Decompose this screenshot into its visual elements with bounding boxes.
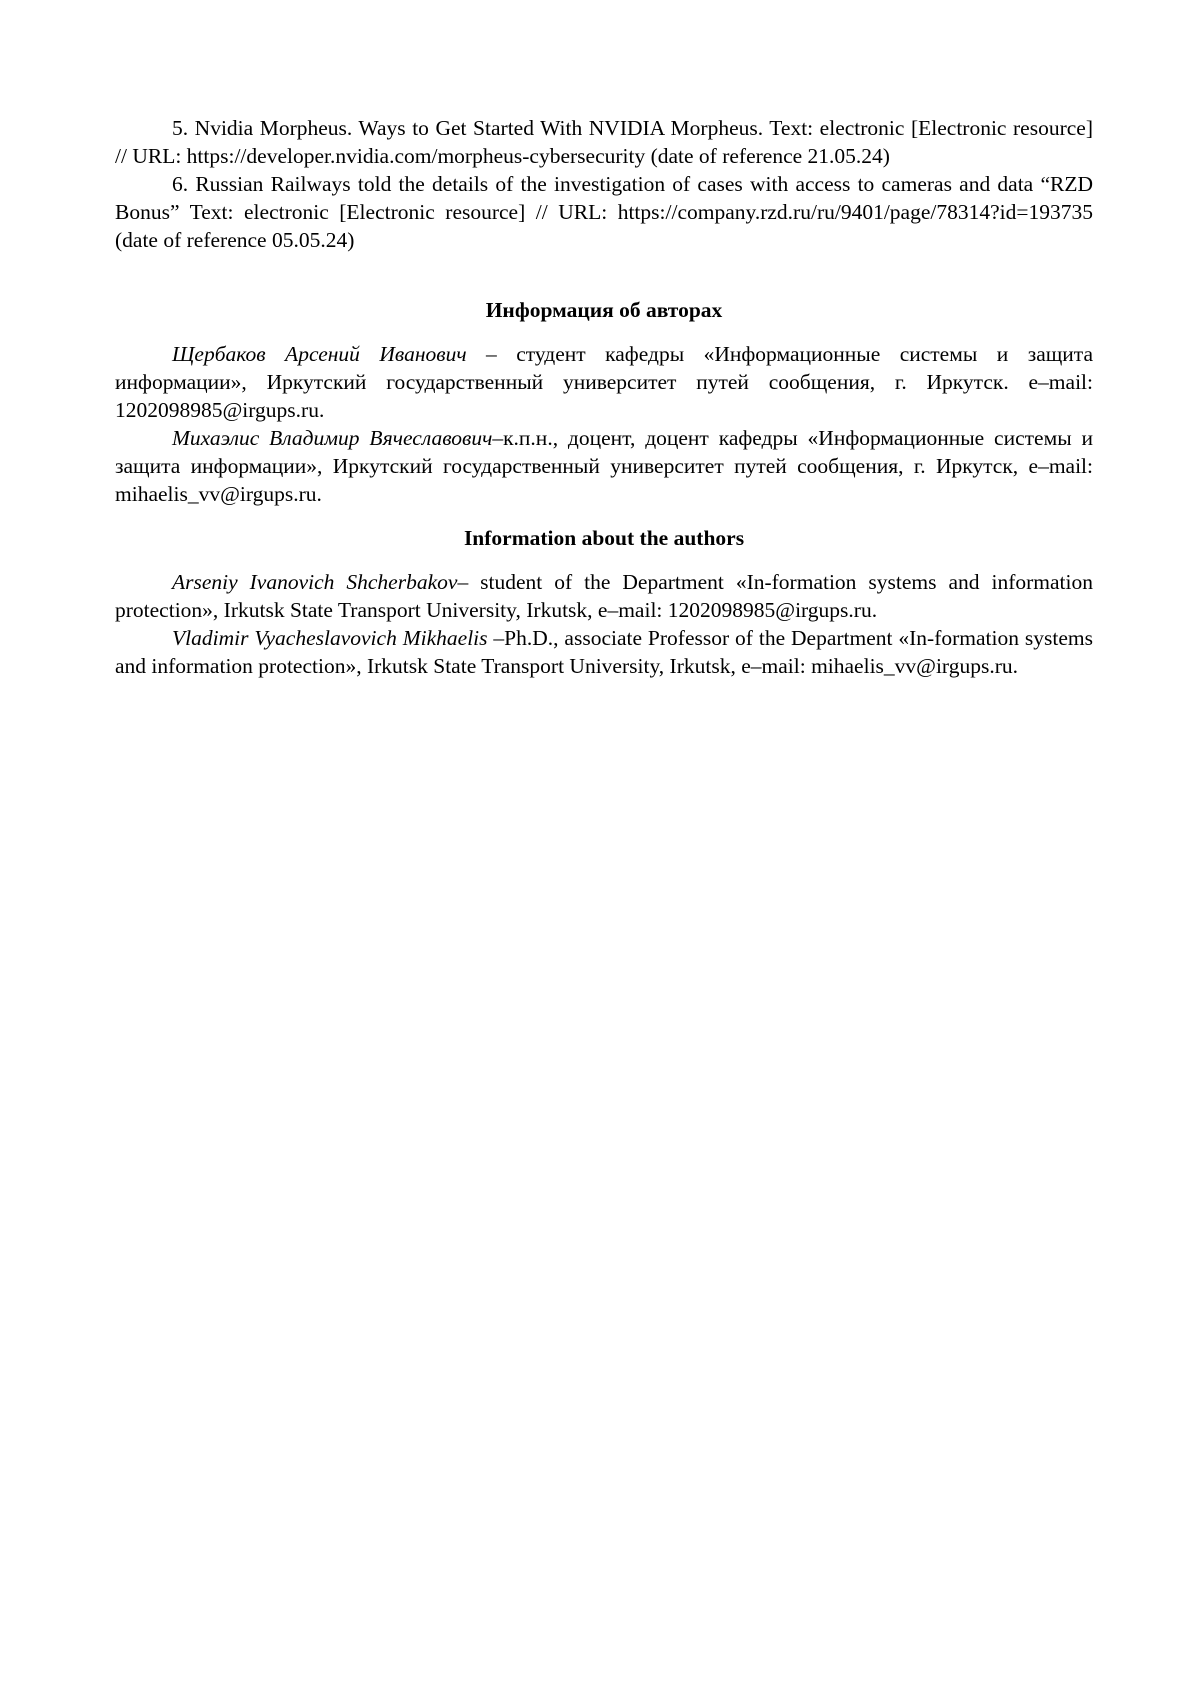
author-name-en-1: Arseniy Ivanovich Shcherbakov <box>172 570 458 594</box>
author-info-en-2: –Ph.D., associate Professor of the Department «In-formation systems and information protection», Irkutsk State Transport University, Irkutsk, e–mail: mihaelis_vv@irgups.ru. <box>115 626 1093 678</box>
author-name-ru-2: Михаэлис Владимир Вячеславович <box>172 426 493 450</box>
authors-heading-ru: Информация об авторах <box>485 298 723 322</box>
author-info-en-1: – student of the Department «In-formation systems and information protection», Irkutsk State Transport University, Irkutsk, e–mail: 1202098985@irgups.ru. <box>115 570 1093 622</box>
author-entry-en-1 <box>115 568 1093 624</box>
author-name-en-2: Vladimir Vyacheslavovich Mikhaelis <box>172 626 488 650</box>
author-info-ru-2: –к.п.н., доцент, доцент кафедры «Информационные системы и защита информации», Иркутский государственный университет путей сообщения, г. Иркутск, e–mail: mihaelis_vv@irgups.ru. <box>115 426 1094 506</box>
page-content <box>115 114 1093 680</box>
reference-6: 6. Russian Railways told the details of the investigation of cases with access to cameras and data “RZD Bonus” Text: electronic [Electronic resource] // URL: https://company.rzd.ru/ru/9401/page/78314?id=193735 (date of reference 05.05.24) <box>115 172 1093 252</box>
reference-5: 5. Nvidia Morpheus. Ways to Get Started With NVIDIA Morpheus. Text: electronic [Electronic resource] // URL: https://developer.nvidia.com/morpheus-cybersecurity (date of reference 21.05.24) <box>115 116 1093 168</box>
author-info-ru-1: – студент кафедры «Информационные системы и защита информации», Иркутский государственный университет путей сообщения, г. Иркутск. e–mail: 1202098985@irgups.ru. <box>115 342 1093 422</box>
author-entry-ru-2 <box>115 424 1093 508</box>
author-entry-ru-1 <box>115 340 1093 424</box>
author-name-ru-1: Щербаков Арсений Иванович <box>172 342 467 366</box>
author-entry-en-2 <box>115 624 1093 680</box>
authors-heading-en: Information about the authors <box>463 526 745 550</box>
